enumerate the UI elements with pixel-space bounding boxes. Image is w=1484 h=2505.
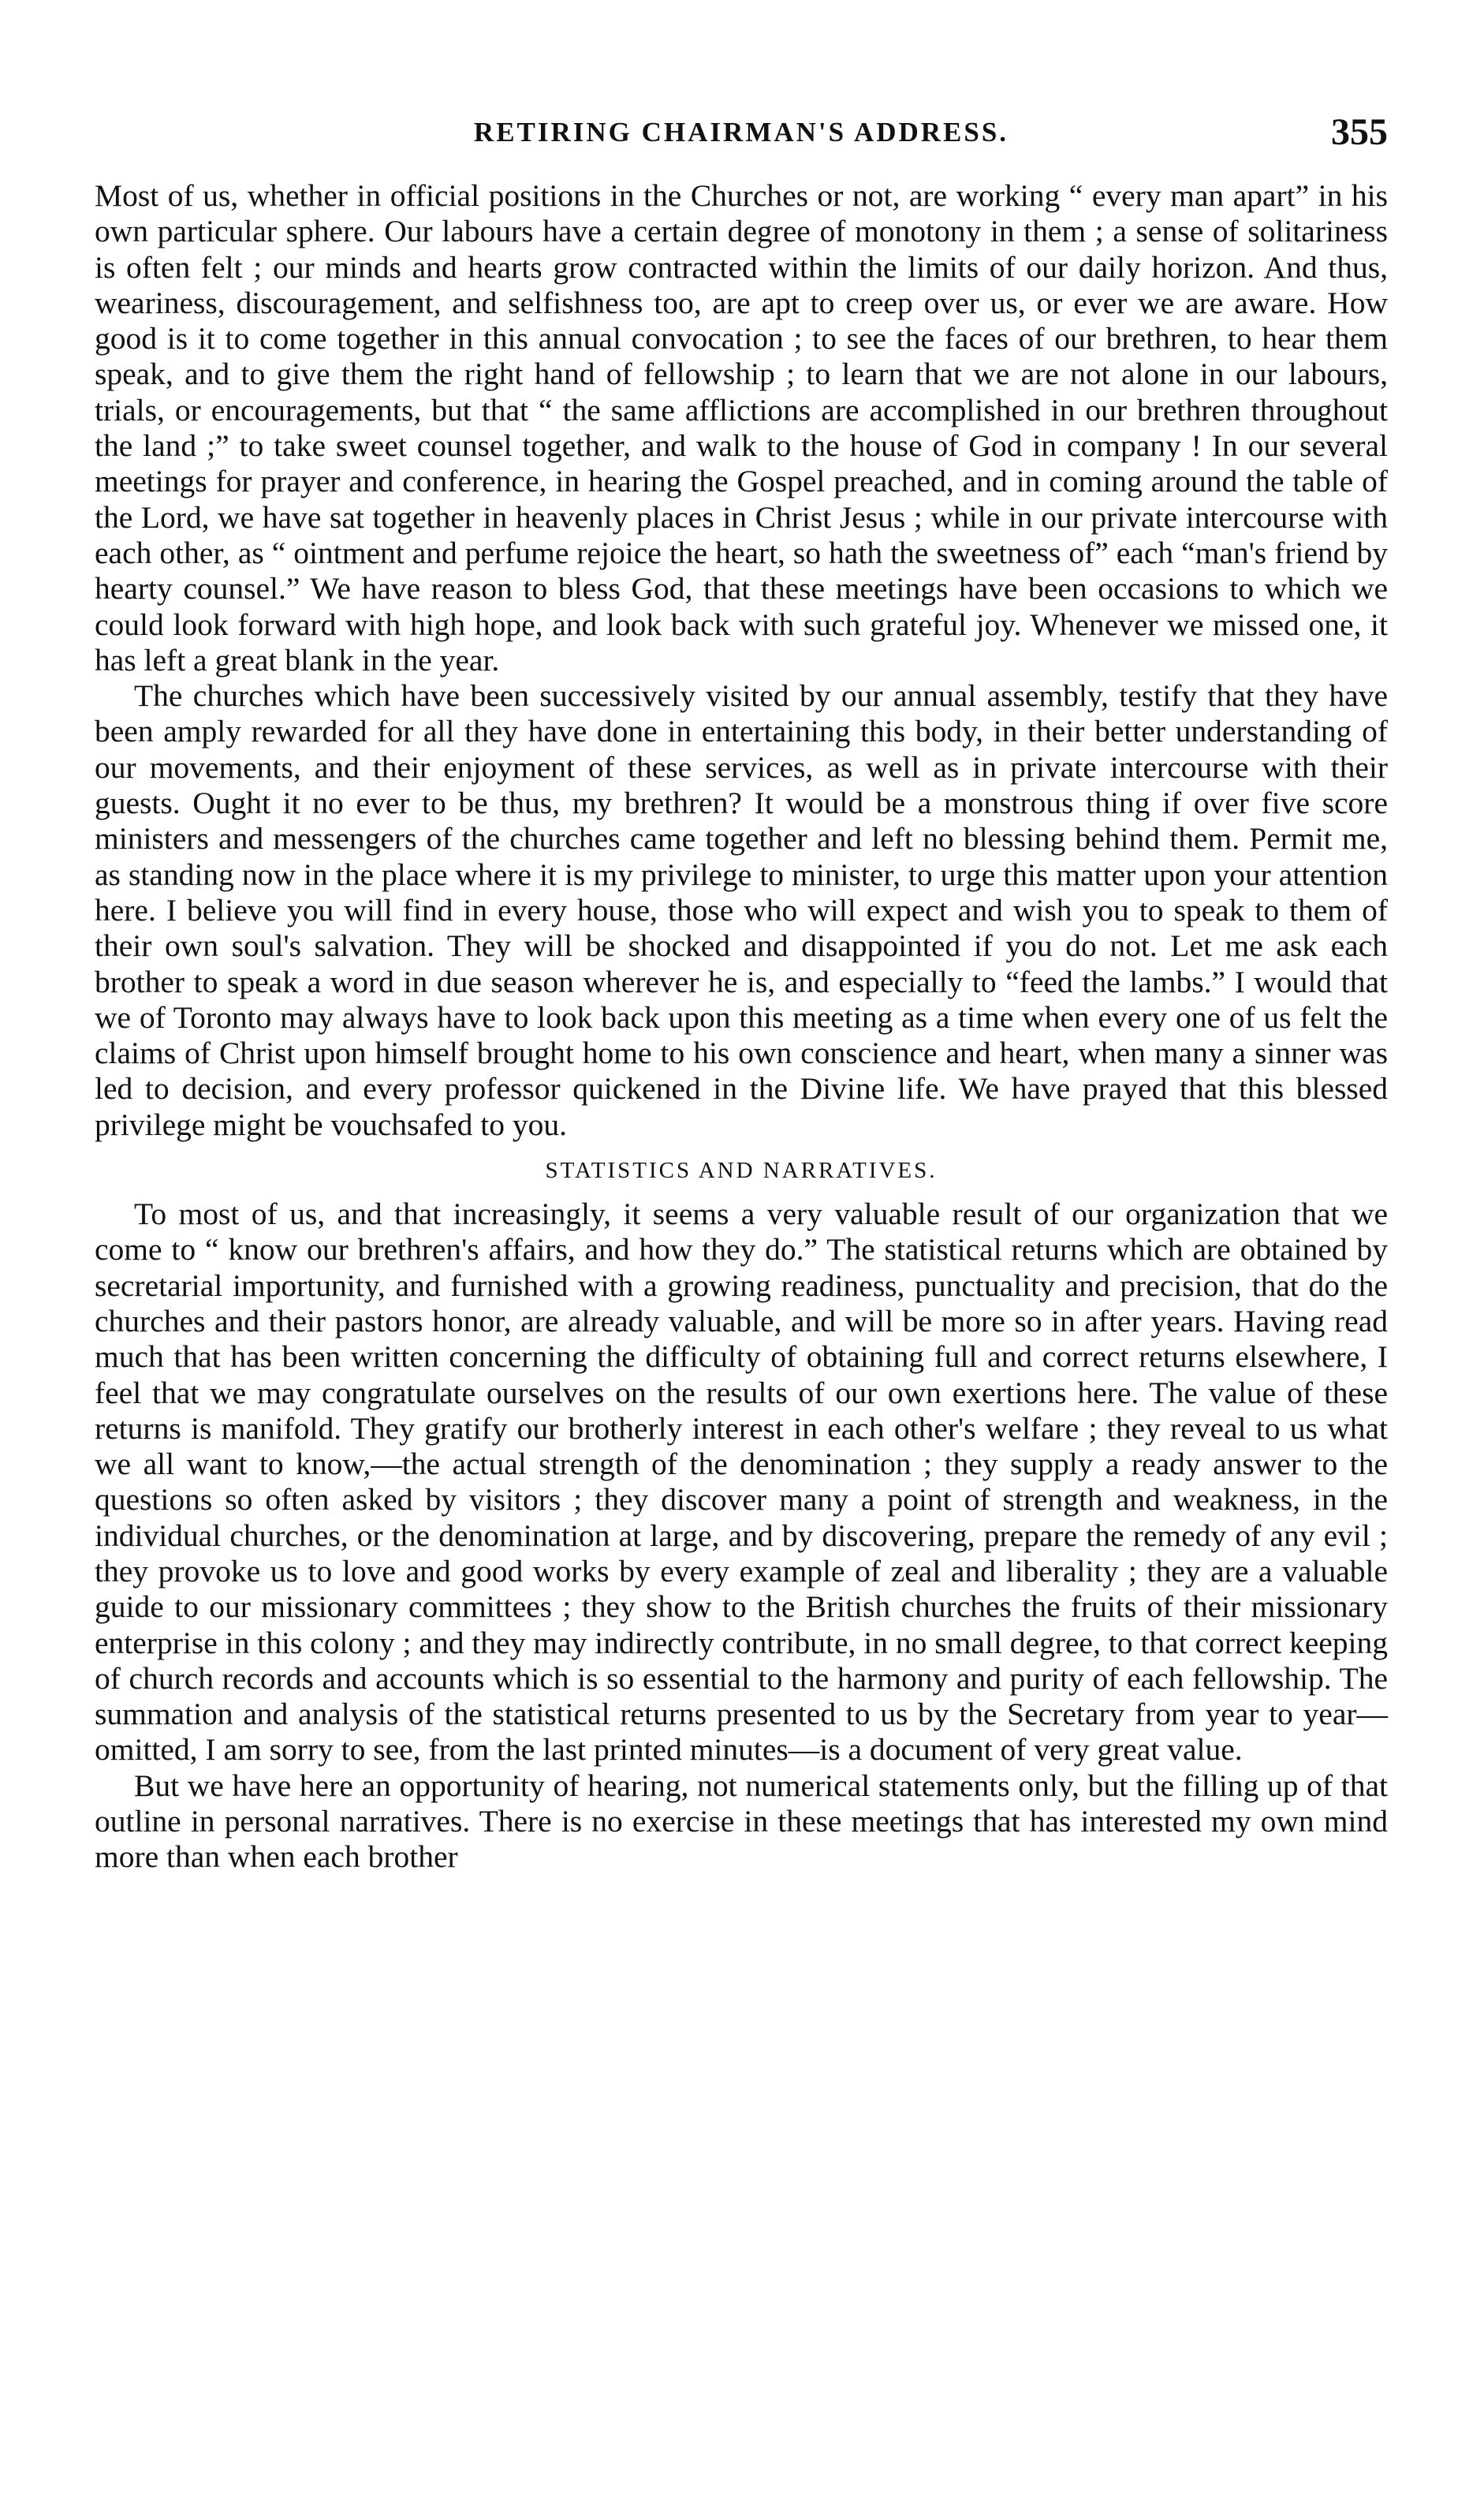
paragraph-narratives: But we have here an opportunity of hearing, not numerical statements only, but the filling up of that outline in personal narratives. There is no exercise in these meetings that has interested my own mind more than when each brother xyxy=(95,1768,1388,1875)
body-text xyxy=(95,178,1388,1876)
running-head xyxy=(95,111,1388,164)
running-title: RETIRING CHAIRMAN'S ADDRESS. xyxy=(473,117,1009,147)
section-heading: STATISTICS AND NARRATIVES. xyxy=(545,1158,938,1184)
paragraph-churches-visited: The churches which have been successively visited by our annual assembly, testify that they have been amply rewarded for all they have done in entertaining this body, in their better understanding of our movements, and their enjoyment of these services, as well as in private intercourse with their guests. Ought it no ever to be thus, my brethren? It would be a monstrous thing if over five score ministers and messengers of the churches came together and left no blessing behind them. Permit me, as standing now in the place where it is my privilege to minister, to urge this matter upon your attention here. I believe you will find in every house, those who will expect and wish you to speak to them of their own soul's salvation. They will be shocked and disappointed if you do not. Let me ask each brother to speak a word in due season wherever he is, and especially to “feed the lambs.” I would that we of Toronto may always have to look back upon this meeting as a time when every one of us felt the claims of Christ upon himself brought home to his own conscience and heart, when many a sinner was led to decision, and every professor quickened in the Divine life. We have prayed that this blessed privilege might be vouchsafed to you. xyxy=(95,678,1388,1142)
paragraph-fellowship: Most of us, whether in official positions in the Churches or not, are working “ every man apart” in his own particular sphere. Our labours have a certain degree of monotony in them ; a sense of solitariness is often felt ; our minds and hearts grow contracted within the limits of our daily horizon. And thus, weariness, discouragement, and selfishness too, are apt to creep over us, or ever we are aware. How good is it to come together in this annual convocation ; to see the faces of our brethren, to hear them speak, and to give them the right hand of fellowship ; to learn that we are not alone in our labours, trials, or encouragements, but that “ the same afflictions are accomplished in our brethren throughout the land ;” to take sweet counsel together, and walk to the house of God in company ! In our several meetings for prayer and conference, in hearing the Gospel preached, and in coming around the table of the Lord, we have sat together in heavenly places in Christ Jesus ; while in our private intercourse with each other, as “ ointment and perfume rejoice the heart, so hath the sweetness of” each “man's friend by hearty counsel.” We have reason to bless God, that these meetings have been occasions to which we could look forward with high hope, and look back with such grateful joy. Whenever we missed one, it has left a great blank in the year. xyxy=(95,178,1388,678)
paragraph-statistics: To most of us, and that increasingly, it seems a very valuable result of our organization that we come to “ know our brethren's affairs, and how they do.” The statistical returns which are obtained by secretarial importunity, and furnished with a growing readiness, punctuality and precision, that do the churches and their pastors honor, are already valuable, and will be more so in after years. Having read much that has been written concerning the difficulty of obtaining full and correct returns elsewhere, I feel that we may congratulate ourselves on the results of our own exertions here. The value of these returns is manifold. They gratify our brotherly interest in each other's welfare ; they reveal to us what we all want to know,—the actual strength of the denomination ; they supply a ready answer to the questions so often asked by visitors ; they discover many a point of strength and weakness, in the individual churches, or the denomination at large, and by discovering, prepare the remedy of any evil ; they provoke us to love and good works by every example of zeal and liberality ; they are a valuable guide to our missionary committees ; they show to the British churches the fruits of their missionary enterprise in this colony ; and they may indirectly contribute, in no small degree, to that correct keeping of church records and accounts which is so essential to the harmony and purity of each fellowship. The summation and analysis of the statistical returns presented to us by the Secretary from year to year—omitted, I am sorry to see, from the last printed minutes—is a document of very great value. xyxy=(95,1197,1388,1768)
page-number: 355 xyxy=(1331,111,1388,153)
